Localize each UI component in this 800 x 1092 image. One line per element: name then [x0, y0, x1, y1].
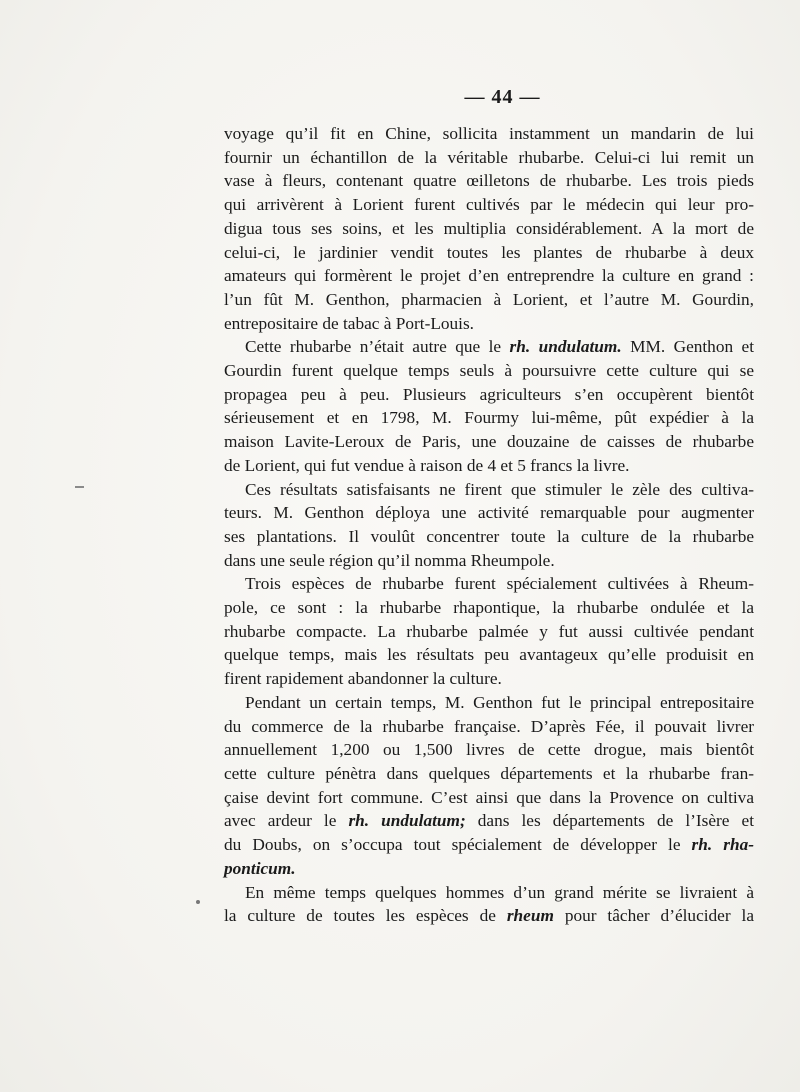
body-text	[224, 122, 754, 928]
text-line: Pendant un certain temps, M. Genthon fut le principal entrepositaire	[245, 692, 754, 712]
text-line: maison Lavite-Leroux de Paris, une douzaine de caisses de rhubarbe	[224, 432, 754, 452]
text-line: propagea peu à peu. Plusieurs agriculteurs s’en occupèrent bientôt	[224, 384, 754, 404]
margin-mark	[75, 486, 84, 488]
text-line: Ces résultats satisfaisants ne firent que stimuler le zèle des cultiva-	[245, 479, 754, 499]
text-line: voyage qu’il fit en Chine, sollicita instamment un mandarin de lui	[224, 124, 754, 143]
text-line: l’un fût M. Genthon, pharmacien à Lorient, et l’autre M. Gourdin,	[224, 289, 754, 309]
text-line: firent rapidement abandonner la culture.	[224, 669, 502, 689]
text-line: digua tous ses soins, et les multiplia considérablement. A la mort de	[224, 218, 754, 238]
text-line: amateurs qui formèrent le projet d’en entreprendre la culture en grand :	[224, 266, 754, 286]
paragraph	[224, 691, 754, 881]
text-line: çaise devint fort commune. C’est ainsi que dans la Provence on cultiva	[224, 787, 754, 807]
text-line: dans une seule région qu’il nomma Rheumpole.	[224, 550, 555, 570]
text-line: En même temps quelques hommes d’un grand mérite se livraient à	[245, 882, 754, 902]
text-line: la culture de toutes les espèces de rheum pour tâcher d’élucider la	[224, 906, 755, 926]
italic-term: ponticum.	[224, 858, 296, 878]
text-line: teurs. M. Genthon déploya une activité remarquable pour augmenter	[224, 503, 754, 523]
text-line: du Doubs, on s’occupa tout spécialement de développer le rh. rha-	[224, 835, 754, 855]
text-line: entrepositaire de tabac à Port-Louis.	[224, 313, 475, 333]
text-line: cette culture pénètra dans quelques départements et la rhubarbe fran-	[224, 763, 754, 783]
paragraph	[224, 881, 754, 928]
text-line: celui-ci, le jardinier vendit toutes les plantes de rhubarbe à deux	[224, 242, 754, 262]
paragraph	[224, 335, 754, 477]
italic-term: rheum	[506, 906, 554, 926]
italic-term: rh. rha-	[691, 835, 754, 855]
text-line: ses plantations. Il voulût concentrer toute la culture de la rhubarbe	[224, 526, 754, 546]
text-line: pole, ce sont : la rhubarbe rhapontique, la rhubarbe ondulée et la	[224, 598, 754, 618]
margin-dot	[196, 900, 200, 904]
paragraph	[224, 122, 754, 335]
paragraph	[224, 478, 754, 573]
text-line: de Lorient, qui fut vendue à raison de 4 et 5 francs la livre.	[224, 455, 630, 475]
text-line: du commerce de la rhubarbe française. D’après Fée, il pouvait livrer	[224, 716, 754, 736]
text-line: Gourdin furent quelque temps seuls à poursuivre cette culture qui se	[224, 361, 754, 381]
text-line: Trois espèces de rhubarbe furent spécialement cultivées à Rheum-	[245, 574, 754, 594]
italic-term: rh. undulatum.	[509, 337, 622, 357]
text-line: fournir un échantillon de la véritable rhubarbe. Celui-ci lui remit un	[224, 147, 754, 167]
page-number: — 44 —	[464, 86, 541, 108]
italic-term: rh. undulatum;	[348, 811, 466, 831]
text-line: quelque temps, mais les résultats peu avantageux qu’elle produisit en	[224, 645, 754, 665]
text-line: annuellement 1,200 ou 1,500 livres de cette drogue, mais bientôt	[224, 740, 754, 760]
text-line: qui arrivèrent à Lorient furent cultivés par le médecin qui leur pro-	[224, 195, 754, 215]
text-line	[224, 857, 754, 881]
text-line: rhubarbe compacte. La rhubarbe palmée y fut aussi cultivée pendant	[224, 621, 754, 641]
text-line: vase à fleurs, contenant quatre œilletons de rhubarbe. Les trois pieds	[224, 171, 754, 191]
text-line: avec ardeur le rh. undulatum; dans les départements de l’Isère et	[224, 811, 754, 831]
text-line: Cette rhubarbe n’était autre que le rh. undulatum. MM. Genthon et	[245, 337, 754, 357]
paragraph	[224, 572, 754, 691]
text-line: sérieusement et en 1798, M. Fourmy lui-même, pût expédier à la	[224, 408, 754, 428]
